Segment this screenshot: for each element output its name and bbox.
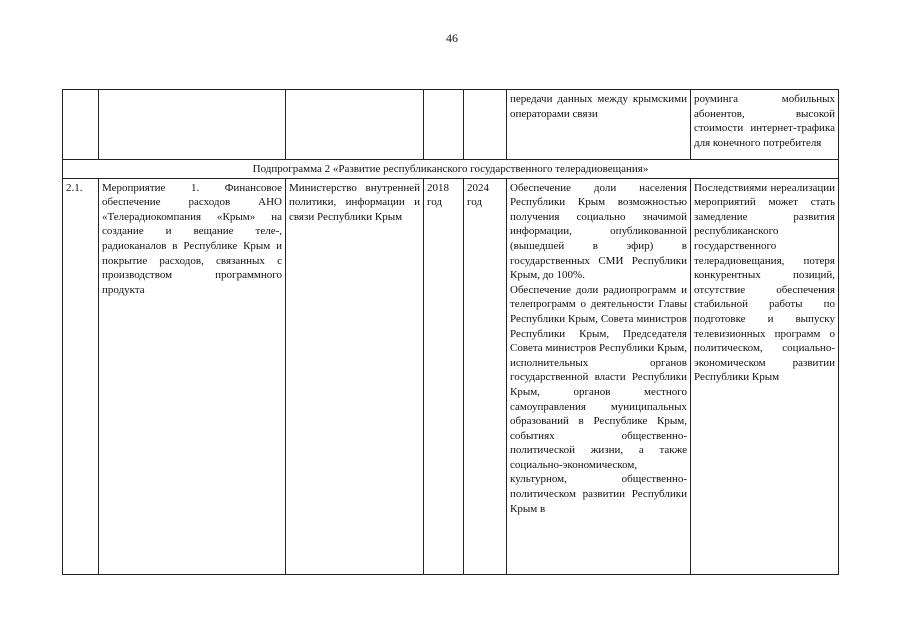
measure-executor: Министерство внутренней политики, информации и связи Республики Крым bbox=[286, 178, 424, 574]
cell-number-empty bbox=[63, 90, 99, 160]
cell-result-continuation: передачи данных между крымскими операторами связи bbox=[507, 90, 691, 160]
measure-start-year: 2018 год bbox=[424, 178, 464, 574]
cell-consequence-continuation: роуминга мобильных абонентов, высокой стоимости интернет-трафика для конечного потребителя bbox=[691, 90, 839, 160]
continuation-row bbox=[63, 90, 839, 160]
result-paragraph-2: Обеспечение доли радиопрограмм и телепрограмм о деятельности Главы Республики Крым, Совета министров Республики Крым, Председателя Совета министров Республики Крым, исполнительных органов государственной власти Республики Крым, органов местного самоуправления муниципальных образований в Республике Крым, событиях общественно-политической жизни, а также социально-экономическом, культурном, общественно-политическом развитии Республики Крым в bbox=[510, 283, 687, 515]
measure-end-year: 2024 год bbox=[464, 178, 507, 574]
cell-end-year-empty bbox=[464, 90, 507, 160]
measure-number: 2.1. bbox=[63, 178, 99, 574]
measure-description: Мероприятие 1. Финансовое обеспечение расходов АНО «Телерадиокомпания «Крым» на создание и вещание теле-, радиоканалов в Республике Крым и покрытие расходов, связанных с производством программного продукта bbox=[99, 178, 286, 574]
measure-result bbox=[507, 178, 691, 574]
page-number: 46 bbox=[446, 31, 458, 45]
subprogram-title: Подпрограмма 2 «Развитие республиканского государственного телерадиовещания» bbox=[63, 160, 839, 179]
cell-measure-empty bbox=[99, 90, 286, 160]
measure-row bbox=[63, 178, 839, 574]
cell-start-year-empty bbox=[424, 90, 464, 160]
cell-executor-empty bbox=[286, 90, 424, 160]
measure-consequence: Последствиями нереализации мероприятий может стать замедление развития республиканского государственного телерадиовещания, потеря конкурентных позиций, отсутствие обеспечения стабильной работы по подготовке и выпуску телевизионных программ о политическом, социально-экономическом развитии Республики Крым bbox=[691, 178, 839, 574]
measures-table bbox=[62, 89, 839, 575]
subprogram-row bbox=[63, 160, 839, 179]
result-paragraph-1: Обеспечение доли населения Республики Крым возможностью получения социально значимой информации, опубликованной (вышедшей в эфир) в государственных СМИ Республики Крым, до 100%. bbox=[510, 181, 687, 282]
